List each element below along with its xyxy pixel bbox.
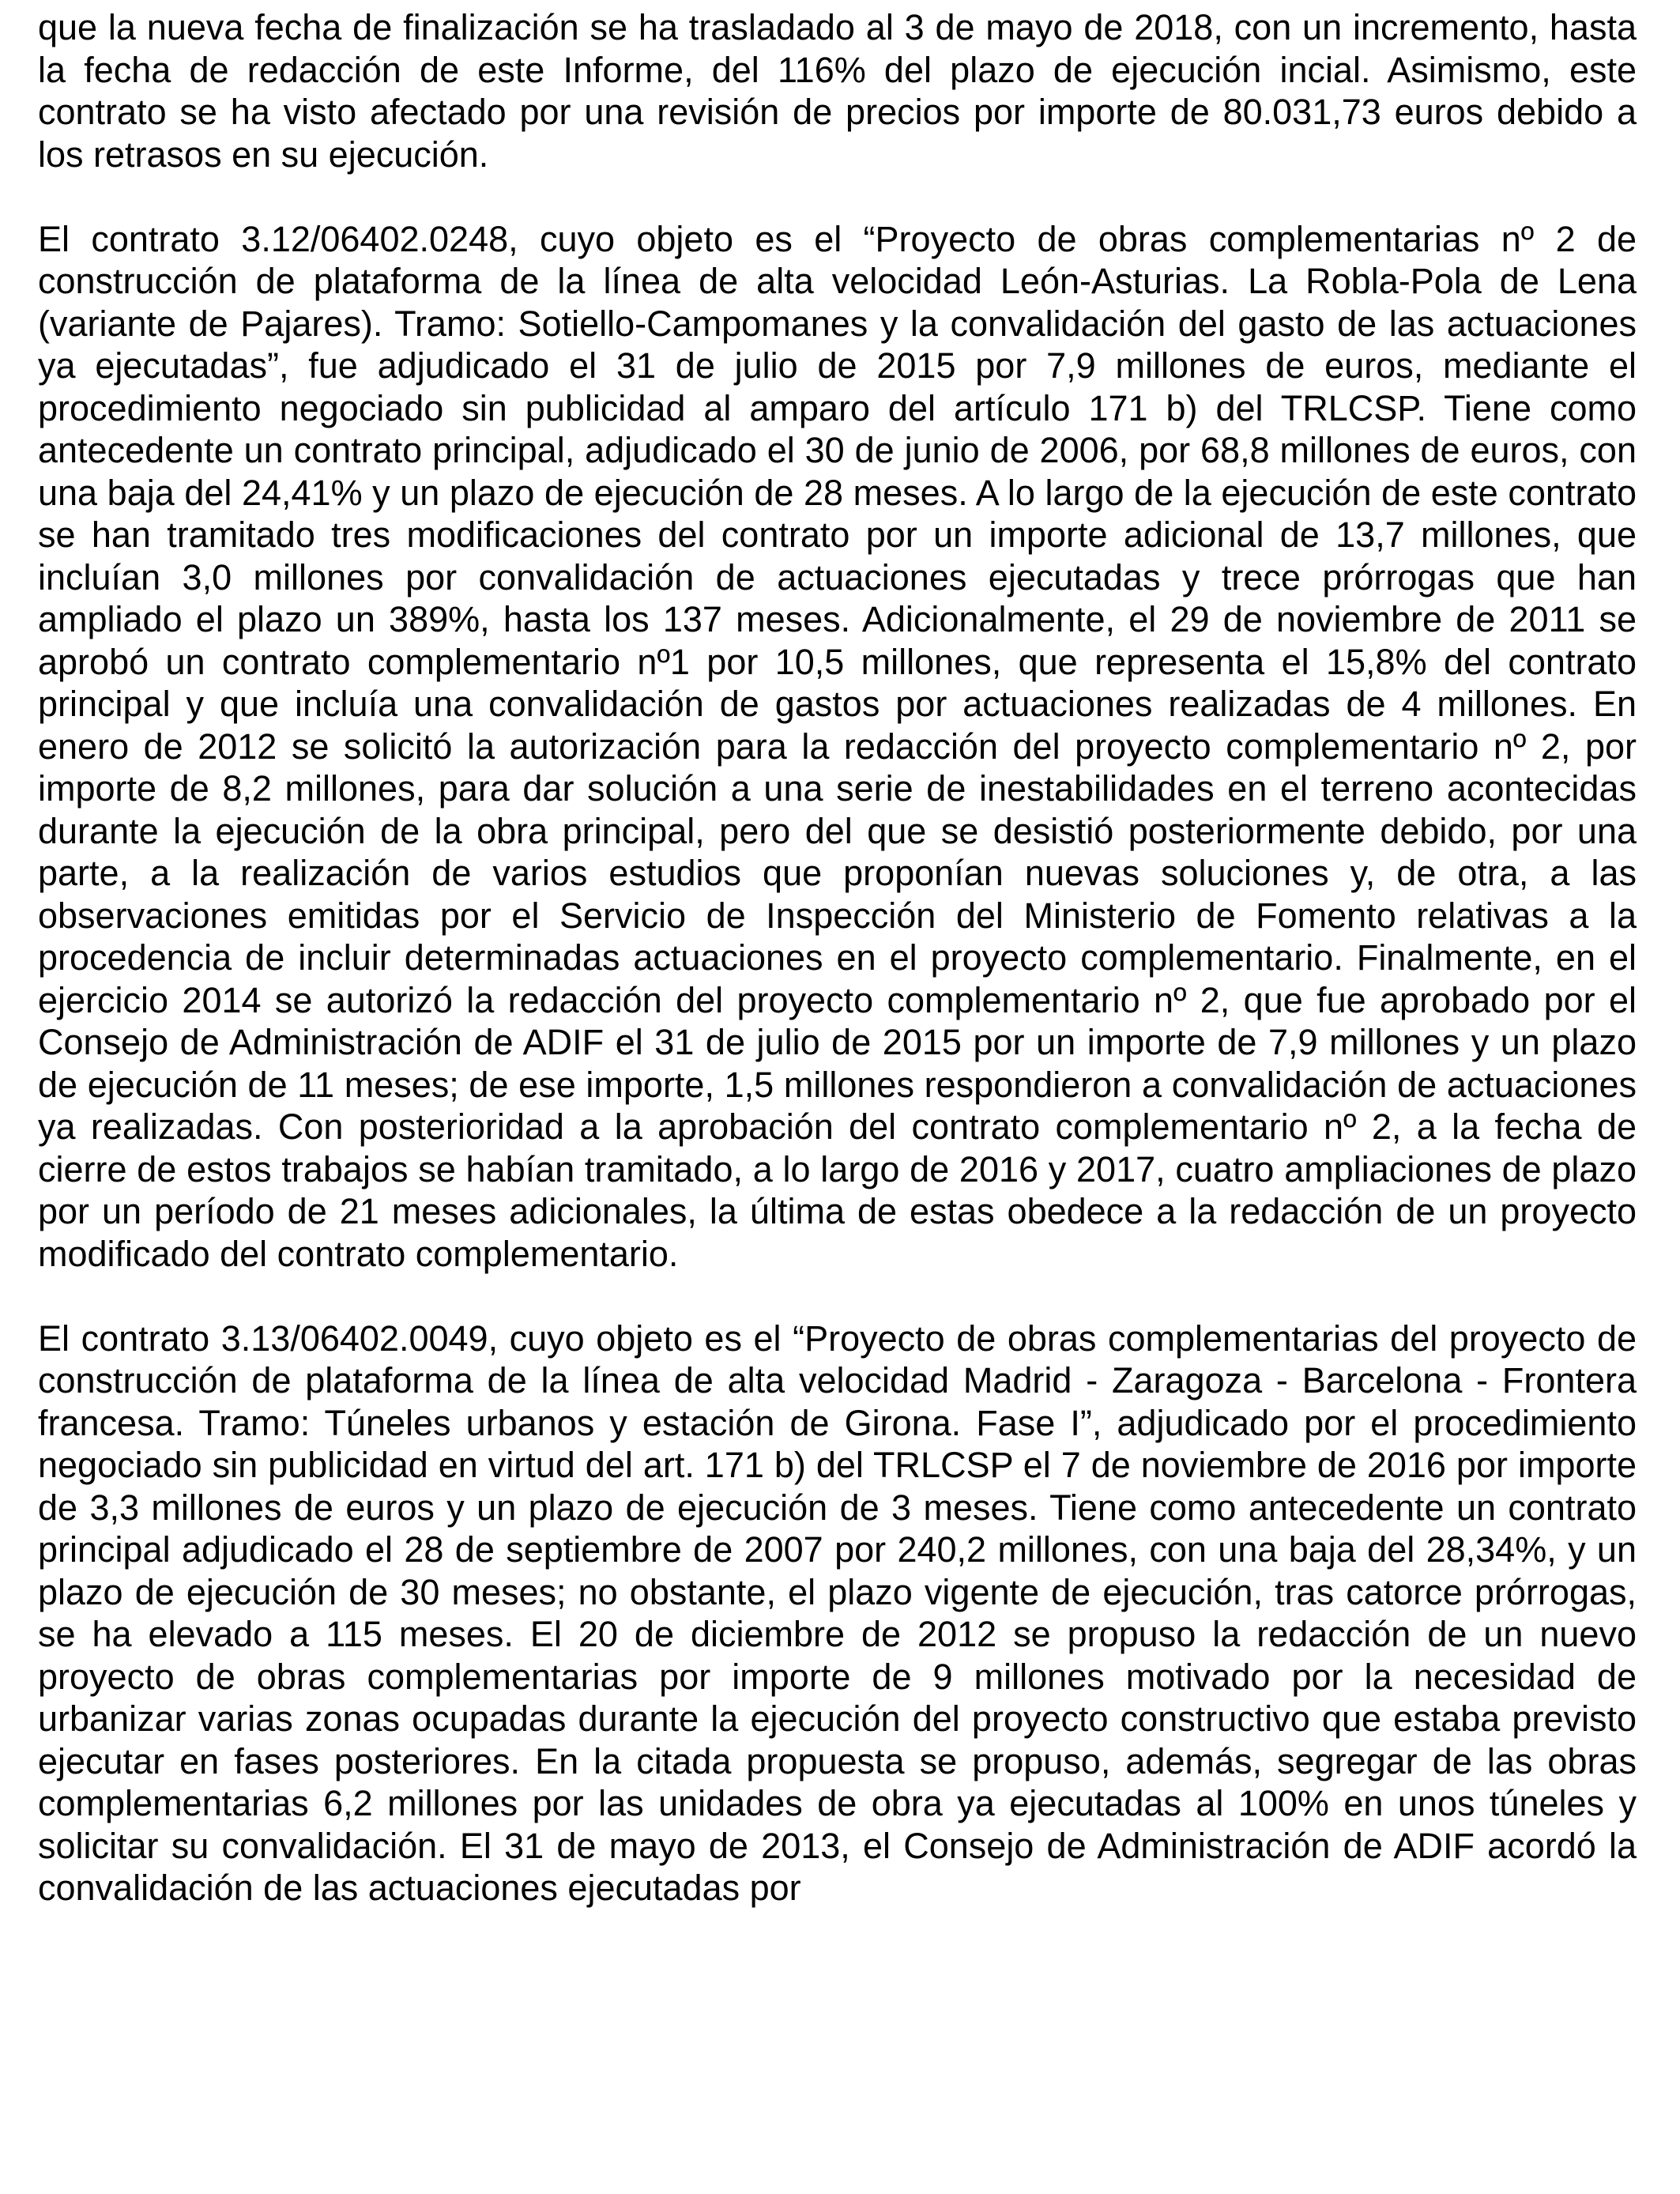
document-page: [38, 6, 1637, 1909]
paragraph-contract-0049: El contrato 3.13/06402.0049, cuyo objeto es el “Proyecto de obras complementarias del proyecto de construcción de plataforma de la línea de alta velocidad Madrid - Zaragoza - Barcelona - Frontera francesa. Tramo: Túneles urbanos y estación de Girona. Fase I”, adjudicado por el procedimiento negociado sin publicidad en virtud del art. 171 b) del TRLCSP el 7 de noviembre de 2016 por importe de 3,3 millones de euros y un plazo de ejecución de 3 meses. Tiene como antecedente un contrato principal adjudicado el 28 de septiembre de 2007 por 240,2 millones, con una baja del 28,34%, y un plazo de ejecución de 30 meses; no obstante, el plazo vigente de ejecución, tras catorce prórrogas, se ha elevado a 115 meses. El 20 de diciembre de 2012 se propuso la redacción de un nuevo proyecto de obras complementarias por importe de 9 millones motivado por la necesidad de urbanizar varias zonas ocupadas durante la ejecución del proyecto constructivo que estaba previsto ejecutar en fases posteriores. En la citada propuesta se propuso, además, segregar de las obras complementarias 6,2 millones por las unidades de obra ya ejecutadas al 100% en unos túneles y solicitar su convalidación. El 31 de mayo de 2013, el Consejo de Administración de ADIF acordó la convalidación de las actuaciones ejecutadas por: [38, 1318, 1637, 1908]
paragraph-contract-0248: El contrato 3.12/06402.0248, cuyo objeto es el “Proyecto de obras complementarias nº 2 de construcción de plataforma de la línea de alta velocidad León-Asturias. La Robla-Pola de Lena (variante de Pajares). Tramo: Sotiello-Campomanes y la convalidación del gasto de las actuaciones ya ejecutadas”, fue adjudicado el 31 de julio de 2015 por 7,9 millones de euros, mediante el procedimiento negociado sin publicidad al amparo del artículo 171 b) del TRLCSP. Tiene como antecedente un contrato principal, adjudicado el 30 de junio de 2006, por 68,8 millones de euros, con una baja del 24,41% y un plazo de ejecución de 28 meses. A lo largo de la ejecución de este contrato se han tramitado tres modificaciones del contrato por un importe adicional de 13,7 millones, que incluían 3,0 millones por convalidación de actuaciones ejecutadas y trece prórrogas que han ampliado el plazo un 389%, hasta los 137 meses. Adicionalmente, el 29 de noviembre de 2011 se aprobó un contrato complementario nº1 por 10,5 millones, que representa el 15,8% del contrato principal y que incluía una convalidación de gastos por actuaciones realizadas de 4 millones. En enero de 2012 se solicitó la autorización para la redacción del proyecto complementario nº 2, por importe de 8,2 millones, para dar solución a una serie de inestabilidades en el terreno acontecidas durante la ejecución de la obra principal, pero del que se desistió posteriormente debido, por una parte, a la realización de varios estudios que proponían nuevas soluciones y, de otra, a las observaciones emitidas por el Servicio de Inspección del Ministerio de Fomento relativas a la procedencia de incluir determinadas actuaciones en el proyecto complementario. Finalmente, en el ejercicio 2014 se autorizó la redacción del proyecto complementario nº 2, que fue aprobado por el Consejo de Administración de ADIF el 31 de julio de 2015 por un importe de 7,9 millones y un plazo de ejecución de 11 meses; de ese importe, 1,5 millones respondieron a convalidación de actuaciones ya realizadas. Con posterioridad a la aprobación del contrato complementario nº 2, a la fecha de cierre de estos trabajos se habían tramitado, a lo largo de 2016 y 2017, cuatro ampliaciones de plazo por un período de 21 meses adicionales, la última de estas obedece a la redacción de un proyecto modificado del contrato complementario.: [38, 218, 1637, 1274]
paragraph-continuation: que la nueva fecha de finalización se ha trasladado al 3 de mayo de 2018, con un incremento, hasta la fecha de redacción de este Informe, del 116% del plazo de ejecución incial. Asimismo, este contrato se ha visto afectado por una revisión de precios por importe de 80.031,73 euros debido a los retrasos en su ejecución.: [38, 7, 1637, 175]
